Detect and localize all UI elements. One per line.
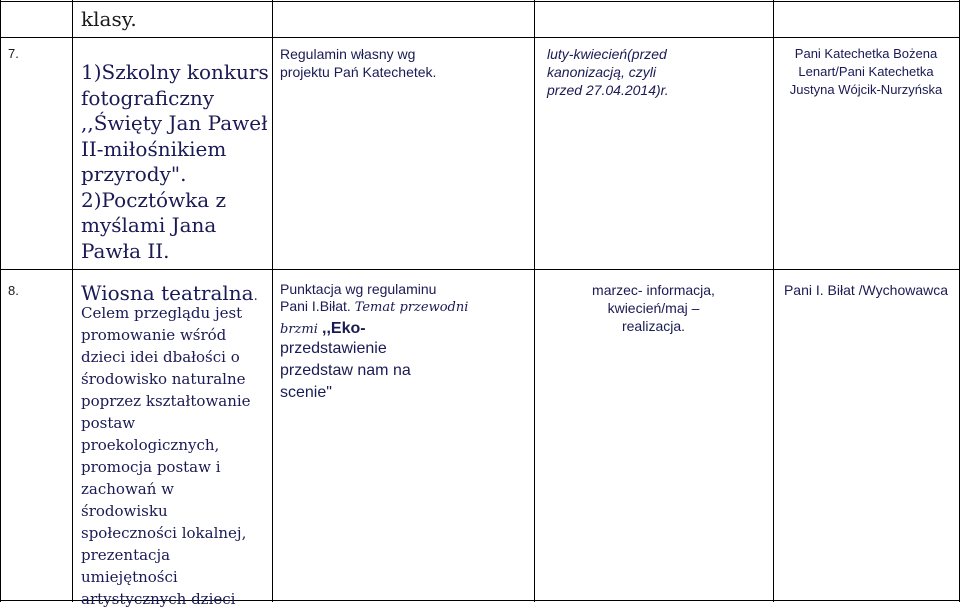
date-line: kwiecień/maj – xyxy=(607,300,700,316)
title-line: 1)Szkolny konkurs xyxy=(81,60,269,84)
title-line: II-miłośnikiem xyxy=(81,136,227,161)
description-line: Celem przeglądu jest xyxy=(81,304,243,322)
title-line: 2)Pocztówka z xyxy=(81,187,227,212)
description-line: dzieci idei dbałości o xyxy=(81,348,240,366)
title-text: Wiosna teatralna xyxy=(81,281,254,305)
form-line: projektu Pań Katechetek. xyxy=(280,64,437,80)
description-line: prezentacja xyxy=(81,546,171,564)
description-line: środowisku xyxy=(81,502,168,520)
row-8-responsible: Pani I. Biłat /Wychowawca xyxy=(783,282,949,298)
row-7-date xyxy=(547,45,669,99)
form-italic: Temat przewodni xyxy=(354,300,469,315)
description-line: artystycznych dzieci xyxy=(81,590,236,608)
row-7-title xyxy=(81,60,269,264)
form-line: Regulamin własny wg xyxy=(280,46,416,62)
row-8-number: 8. xyxy=(8,283,19,298)
description-line: promowanie wśród xyxy=(81,326,227,344)
row-7-number: 7. xyxy=(8,46,19,61)
form-line: przedstaw nam na xyxy=(280,362,411,379)
description-line: środowisko naturalne xyxy=(81,370,246,388)
description-line: poprzez kształtowanie xyxy=(81,392,251,410)
description-line: postaw xyxy=(81,414,136,432)
date-line: przed 27.04.2014)r. xyxy=(547,82,669,98)
row-7-form xyxy=(280,45,436,81)
row-8-date xyxy=(534,281,773,335)
form-line xyxy=(280,298,468,316)
form-line: przedstawienie xyxy=(280,340,387,357)
responsible-line: Lenart/Pani Katechetka xyxy=(798,64,934,79)
date-line: kanonizacją, czyli xyxy=(547,64,656,80)
responsible-line: Justyna Wójcik-Nurzyńska xyxy=(789,82,943,97)
row-8-form xyxy=(280,281,468,404)
description-line: umiejętności xyxy=(81,568,178,586)
date-line: luty-kwiecień(przed xyxy=(547,46,667,62)
description-line: promocja postaw i xyxy=(81,458,221,476)
form-line xyxy=(280,320,468,338)
title-line: ,,Święty Jan Paweł xyxy=(81,111,268,135)
form-prefix: Pani I.Biłat. xyxy=(280,298,355,314)
description-line: proekologicznych, xyxy=(81,436,220,454)
description-line: społeczności lokalnej, xyxy=(81,524,247,542)
title-line: przyrody". xyxy=(81,162,187,186)
title-line: fotograficzny xyxy=(81,85,215,110)
date-line: marzec- informacja, xyxy=(592,282,715,298)
header-text: klasy. xyxy=(81,7,137,31)
form-italic: brzmi xyxy=(280,322,323,337)
row-7-responsible xyxy=(773,45,959,99)
title-line: Pawła II. xyxy=(81,238,170,263)
responsible-line: Pani Katechetka Bożena xyxy=(794,46,938,61)
date-line: realizacja. xyxy=(621,318,686,334)
title-line: myślami Jana xyxy=(81,213,217,237)
title-dot: . xyxy=(253,289,258,304)
form-line: Punktacja wg regulaminu xyxy=(280,281,437,297)
form-line: scenie" xyxy=(280,384,332,401)
row-8-description xyxy=(81,302,251,610)
description-line: zachowań w xyxy=(81,480,174,498)
form-bold: ,,Eko- xyxy=(322,320,366,337)
